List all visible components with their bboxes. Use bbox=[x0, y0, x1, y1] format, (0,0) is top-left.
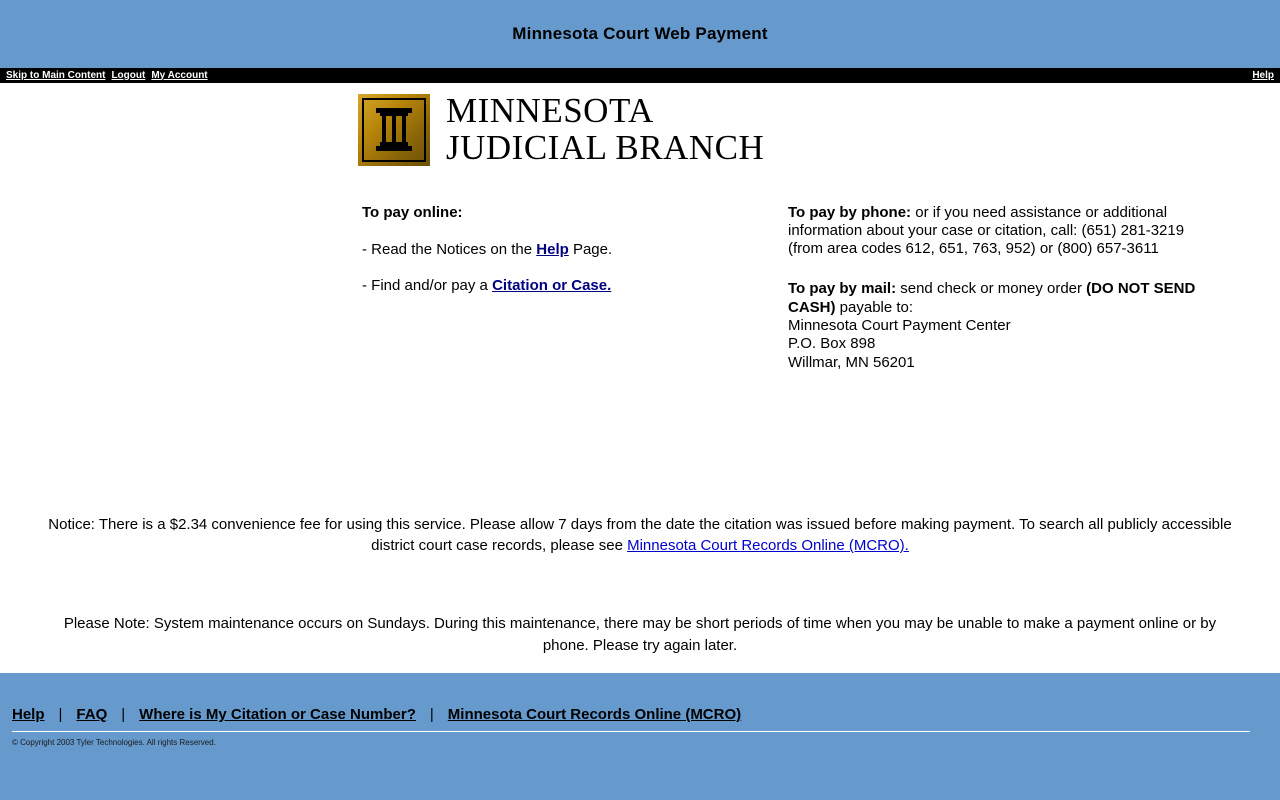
pay-by-phone-block bbox=[788, 204, 1208, 259]
pay-by-mail-no-cash: (DO NOT SEND CASH) bbox=[788, 280, 1196, 316]
footer-faq-link[interactable]: FAQ bbox=[76, 706, 108, 723]
pay-online-item-2 bbox=[362, 277, 762, 294]
footer-separator-1: | bbox=[58, 706, 63, 723]
pay-by-mail-text-2: payable to: bbox=[835, 298, 914, 316]
pay-by-mail-address-line-2: P.O. Box 898 bbox=[788, 335, 876, 353]
nav-right-group bbox=[1252, 71, 1274, 81]
pillar-seal-icon bbox=[358, 94, 430, 166]
page-title: Minnesota Court Web Payment bbox=[512, 24, 768, 43]
maintenance-notice-text: Please Note: System maintenance occurs on Sundays. During this maintenance, there may be short periods of time when you may be unable to make a payment online or by phone. Please try again later. bbox=[63, 615, 1217, 654]
help-link-top[interactable]: Help bbox=[1252, 69, 1274, 81]
pay-by-mail-address-line-1: Minnesota Court Payment Center bbox=[788, 316, 1011, 334]
main-content bbox=[0, 204, 1280, 454]
help-page-link[interactable]: Help bbox=[536, 240, 569, 258]
footer-link-bar bbox=[0, 673, 1280, 723]
pay-online-column bbox=[362, 204, 762, 313]
convenience-fee-notice-text: Notice: There is a $2.34 convenience fee for using this service. Please allow 7 days from the date the citation was issued before making payment. To search all publicly accessible district court case records, please see bbox=[48, 515, 1232, 555]
my-account-link[interactable]: My Account bbox=[151, 69, 208, 81]
pay-by-mail-block bbox=[788, 280, 1208, 371]
copyright-text: © Copyright 2003 Tyler Technologies. All rights Reserved. bbox=[12, 738, 216, 747]
branding-wordmark bbox=[446, 93, 764, 167]
pay-online-item-1-prefix: - Read the Notices on the bbox=[362, 240, 537, 258]
pay-by-phone-heading: To pay by phone: bbox=[788, 203, 912, 221]
footer-mcro-link[interactable]: Minnesota Court Records Online (MCRO) bbox=[447, 706, 742, 723]
mcro-link-notice[interactable]: Minnesota Court Records Online (MCRO). bbox=[627, 537, 909, 555]
top-navigation-bar bbox=[0, 68, 1280, 83]
maintenance-notice bbox=[0, 613, 1280, 657]
pay-by-mail-address-line-3: Willmar, MN 56201 bbox=[788, 353, 915, 371]
pay-online-item-1-suffix: Page. bbox=[568, 240, 613, 258]
pay-other-column bbox=[788, 204, 1208, 394]
convenience-fee-notice bbox=[0, 514, 1280, 558]
skip-to-main-content-link[interactable]: Skip to Main Content bbox=[6, 69, 106, 81]
logout-link[interactable]: Logout bbox=[111, 69, 146, 81]
page-footer bbox=[0, 673, 1280, 800]
pay-online-item-1 bbox=[362, 241, 762, 258]
pay-online-heading: To pay online: bbox=[362, 203, 463, 221]
footer-where-is-my-citation-link[interactable]: Where is My Citation or Case Number? bbox=[139, 706, 416, 723]
footer-separator-2: | bbox=[121, 706, 126, 723]
citation-or-case-link[interactable]: Citation or Case. bbox=[492, 276, 612, 294]
pay-by-mail-heading: To pay by mail: bbox=[788, 280, 897, 298]
pay-by-mail-text-1: send check or money order bbox=[896, 280, 1087, 298]
branding-line-1: MINNESOTA bbox=[446, 91, 654, 130]
nav-left-group bbox=[6, 71, 208, 81]
pay-by-phone-text: or if you need assistance or additional information about your case or citation, call: (651) 281-3219 (from area codes 612, 651, 763, 952) or (800) 657-3611 bbox=[788, 203, 1185, 258]
footer-separator-3: | bbox=[429, 706, 434, 723]
pay-online-item-2-prefix: - Find and/or pay a bbox=[362, 276, 493, 294]
footer-help-link[interactable]: Help bbox=[12, 706, 45, 723]
branding-line-2: JUDICIAL BRANCH bbox=[446, 127, 765, 167]
page-title-banner bbox=[0, 0, 1280, 68]
branding-header bbox=[0, 83, 1280, 167]
